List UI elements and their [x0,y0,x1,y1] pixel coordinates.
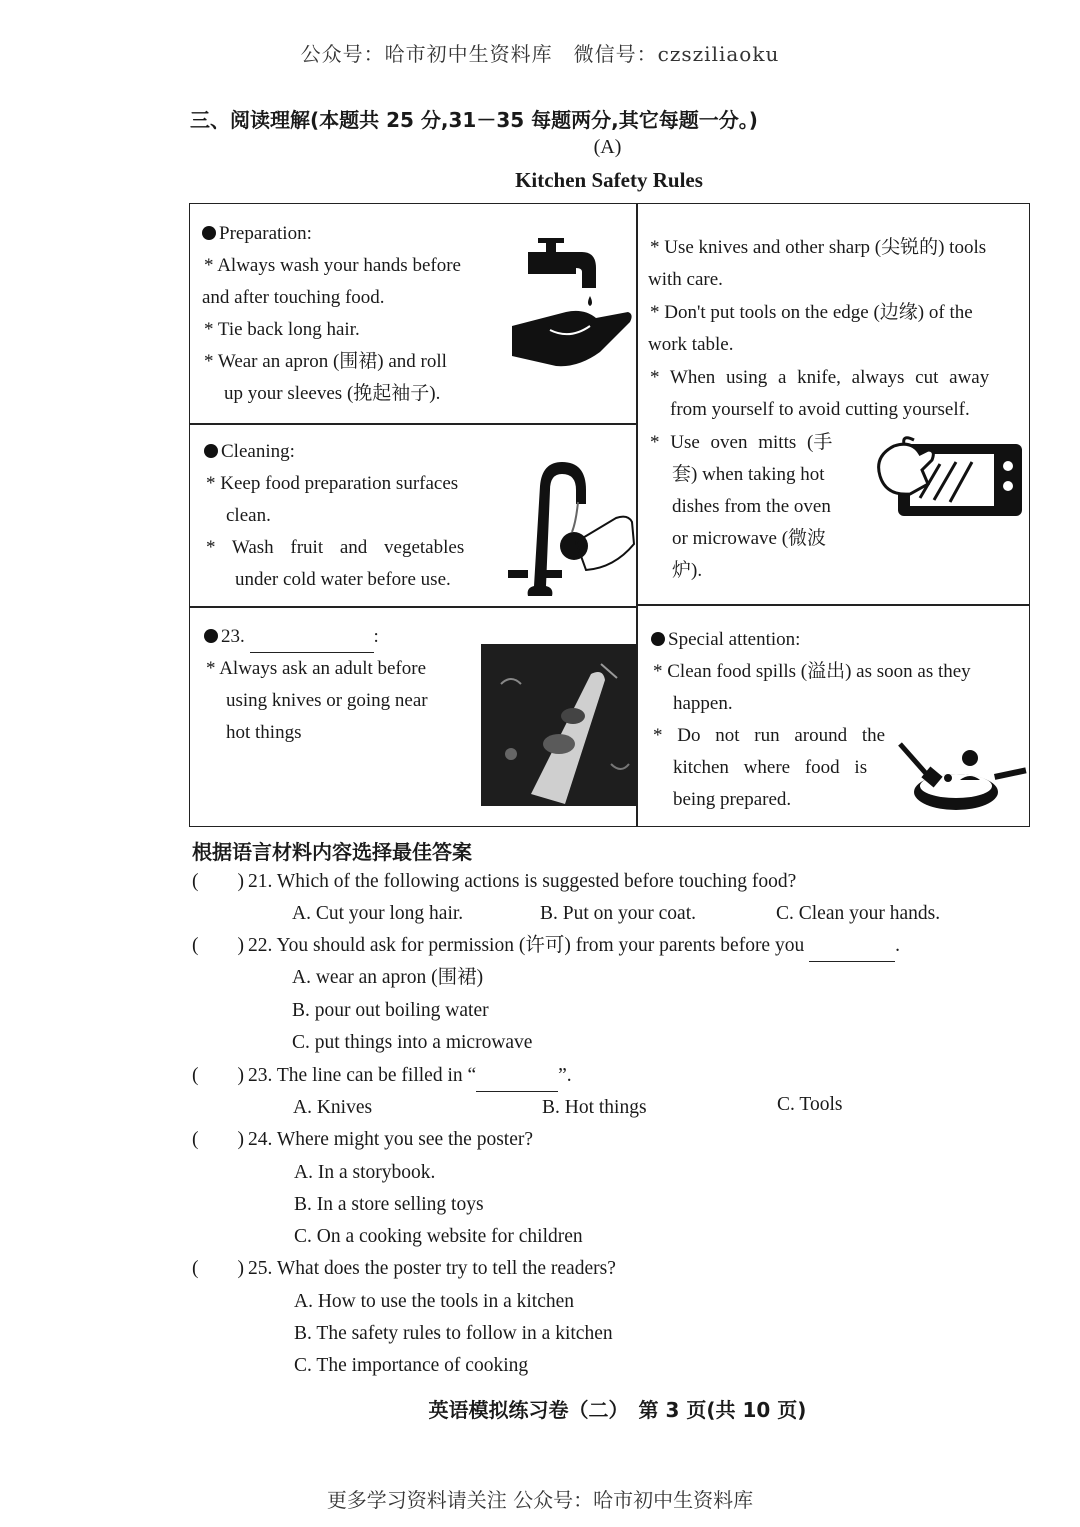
tools-rule-4c: dishes from the oven [672,496,831,517]
question-22-text: 22. You should ask for permission (许可) from your parents before you [248,935,805,956]
tools-rule-2b: work table. [648,334,734,355]
tools-rule-3b: from yourself to avoid cutting yourself. [670,399,970,420]
question-23-close: ”. [558,1065,572,1086]
special-rule-2a: * Do not run around the [653,725,886,746]
cleaning-rule-1b: clean. [226,505,271,526]
passage-label: (A) [593,136,622,158]
question-21 [192,866,796,898]
answer-paren-22[interactable]: ( ) [192,935,244,956]
option-23-c[interactable]: C. Tools [777,1094,843,1115]
poster-divider-left-2 [189,606,637,608]
option-23-a[interactable]: A. Knives [293,1097,373,1118]
preparation-rule-3b: up your sleeves (挽起袖子). [224,383,441,404]
tools-rule-4b: 套) when taking hot [672,464,825,485]
preparation-rule-3a: * Wear an apron (围裙) and roll [204,351,447,372]
answer-paren-25[interactable]: ( ) [192,1258,244,1279]
tools-rule-1a: * Use knives and other sharp (尖锐的) tools [650,237,987,258]
oven-mitt-microwave-icon [876,436,1026,520]
poster-divider-right-1 [636,604,1030,606]
bullet-dot [204,629,218,643]
special-rule-1a: * Clean food spills (溢出) as soon as they [653,661,971,682]
question-25-text: 25. What does the poster try to tell the readers? [248,1258,616,1279]
question-24-text: 24. Where might you see the poster? [248,1129,534,1150]
page-footer: 英语模拟练习卷（二） 第 3 页(共 10 页) [428,1398,807,1422]
question-24 [192,1124,533,1156]
tools-rule-3a: * When using a knife, always cut away [650,367,990,388]
tools-cell [648,232,1023,426]
q23-colon: : [373,626,379,647]
tools-rule-4d: or microwave (微波 [672,528,827,549]
option-24-c[interactable]: C. On a cooking website for children [294,1226,583,1247]
question-21-options [292,898,992,930]
q23-number: 23. [221,626,245,647]
poster-title: Kitchen Safety Rules [515,168,703,192]
option-22-b[interactable]: B. pour out boiling water [292,1000,489,1021]
bullet-dot [651,632,665,646]
cleaning-cell [204,436,504,596]
option-22-c[interactable]: C. put things into a microwave [292,1032,533,1053]
q23-cell [204,621,484,749]
instruction-text: 根据语言材料内容选择最佳答案 [192,840,472,864]
question-22-period: . [895,935,900,956]
question-23-blank [476,1071,558,1092]
option-21-a[interactable]: A. Cut your long hair. [292,903,464,924]
preparation-rule-1b: and after touching food. [202,287,385,308]
q23-blank [250,632,374,653]
q23-rule-1c: hot things [226,722,302,743]
special-rule-2b: kitchen where food is [673,757,868,778]
section-title: 三、阅读理解(本题共 25 分,31－35 每题两分,其它每题一分。) [190,108,758,132]
option-25-b[interactable]: B. The safety rules to follow in a kitchen [294,1323,613,1344]
tools-rule-1b: with care. [648,269,723,290]
question-23 [192,1060,572,1092]
special-rule-2c: being prepared. [673,789,792,810]
tools-rule-4e: 炉). [672,560,703,581]
tools-rule-2a: * Don't put tools on the edge (边缘) of the [650,302,973,323]
faucet-rinsing-icon [498,458,638,600]
question-23-options [293,1092,993,1124]
option-24-a[interactable]: A. In a storybook. [294,1162,436,1183]
hand-washing-icon [510,238,634,410]
special-rule-1b: happen. [673,693,733,714]
oven-mitts-cell [650,427,870,587]
question-21-text: 21. Which of the following actions is suggested before touching food? [248,871,797,892]
tools-rule-4a: * Use oven mitts (手 [650,432,833,453]
question-22-blank [809,941,895,962]
frying-pan-icon [894,740,1028,820]
answer-paren-23[interactable]: ( ) [192,1065,244,1086]
option-23-b[interactable]: B. Hot things [542,1097,647,1118]
bullet-dot [202,226,216,240]
q23-rule-1a: * Always ask an adult before [206,658,427,679]
option-25-c[interactable]: C. The importance of cooking [294,1355,529,1376]
option-25-a[interactable]: A. How to use the tools in a kitchen [294,1291,574,1312]
preparation-rule-1a: * Always wash your hands before [204,255,461,276]
answer-paren-24[interactable]: ( ) [192,1129,244,1150]
question-23-text: 23. The line can be filled in “ [248,1065,477,1086]
special-heading: Special attention: [668,629,801,650]
option-21-c[interactable]: C. Clean your hands. [776,903,941,924]
option-21-b[interactable]: B. Put on your coat. [540,903,696,924]
preparation-cell [202,218,502,410]
cleaning-rule-2b: under cold water before use. [235,569,451,590]
answer-paren-21[interactable]: ( ) [192,871,244,892]
question-25 [192,1253,616,1285]
cutting-vegetables-photo [481,644,637,806]
option-22-a[interactable]: A. wear an apron (围裙) [292,967,484,988]
cleaning-rule-1a: * Keep food preparation surfaces [206,473,459,494]
promo-footer: 更多学习资料请关注 公众号：哈市初中生资料库 [326,1488,754,1512]
cleaning-rule-2a: * Wash fruit and vegetables [206,537,465,558]
preparation-rule-2: * Tie back long hair. [204,319,360,340]
poster-divider-left-1 [189,423,637,425]
bullet-dot [204,444,218,458]
page-header-watermark: 公众号：哈市初中生资料库 微信号：czsziliaoku [300,42,780,66]
question-22 [192,930,900,962]
preparation-heading: Preparation: [219,223,312,244]
q23-rule-1b: using knives or going near [226,690,428,711]
option-24-b[interactable]: B. In a store selling toys [294,1194,484,1215]
cleaning-heading: Cleaning: [221,441,295,462]
